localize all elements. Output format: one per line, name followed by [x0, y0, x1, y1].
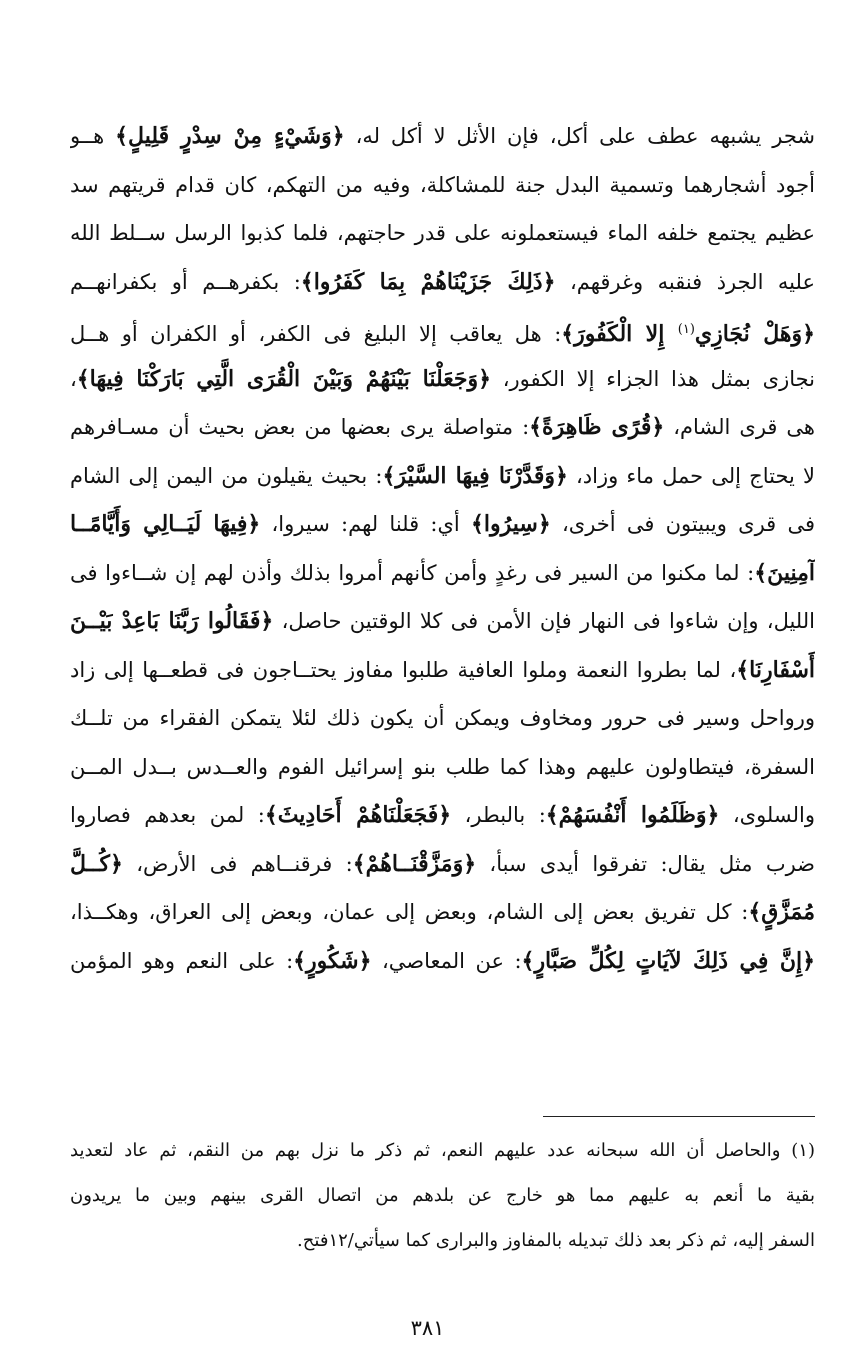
commentary-text: : هل يعاقب إلا البليغ فى الكفر، أو الكفران أو هــل: [70, 322, 562, 346]
quran-verse: أَسْفَارِنَا﴾: [736, 656, 815, 683]
page-number: ٣٨١: [410, 1316, 445, 1340]
quran-verse: مُمَزَّقٍ﴾: [748, 899, 815, 925]
text-line: [70, 791, 815, 840]
commentary-text: والسلوى،: [719, 803, 815, 827]
commentary-text: أي: قلنا لهم: سيروا،: [260, 512, 471, 536]
commentary-text: : بحيث يقيلون من اليمن إلى الشام: [70, 463, 383, 488]
quran-verse: ﴿وَشَيْءٍ مِنْ سِدْرٍ قَلِيلٍ﴾: [115, 123, 345, 149]
text-line: [70, 597, 815, 646]
text-line: [70, 840, 815, 889]
quran-verse: ﴿كُــلَّ: [70, 850, 123, 877]
text-line: [70, 161, 815, 210]
quran-verse: ﴿ذَلِكَ جَزَيْنَاهُمْ بِمَا كَفَرُوا﴾: [300, 268, 556, 295]
commentary-text: هى قرى الشام،: [664, 415, 815, 439]
quran-verse: آمِنِينَ﴾: [754, 559, 815, 586]
commentary-text: ،: [70, 366, 77, 391]
commentary-text: : على النعم وهو المؤمن: [70, 948, 294, 973]
text-line: [70, 258, 815, 307]
text-line: [70, 452, 815, 501]
quran-verse: ﴿وَظَلَمُوا أَنْفُسَهُمْ﴾: [545, 802, 720, 828]
commentary-text: : متواصلة يرى بعضها من بعض بحيث أن مسـافرهم: [70, 415, 530, 439]
quran-verse: إِلا الْكَفُورَ﴾: [561, 321, 678, 347]
commentary-text: الليل، وإن شاءوا فى النهار فإن الأمن فى كلا الوقتين حاصل،: [273, 609, 815, 633]
quran-verse: ﴿فَجَعَلْنَاهُمْ أَحَادِيثَ﴾: [264, 802, 452, 828]
text-line: [70, 694, 815, 743]
footnote-line: السفر إليه، ثم ذكر بعد ذلك تبديله بالمفاوز والبرارى كما سيأتي/١٢فتح.: [297, 1230, 815, 1251]
text-line: [70, 743, 815, 792]
commentary-text: عليه الجرذ فنقبه وغرقهم،: [555, 269, 815, 294]
main-text: [70, 112, 815, 985]
commentary-text: ورواحل وسير فى حرور ومخاوف ويمكن أن يكون ذلك لئلا يتمكن الفقراء من تلــك: [70, 706, 815, 730]
text-line: [70, 937, 815, 986]
footnote-line: بقية ما أنعم به عليهم مما هو خارج عن بلدهم من اتصال القرى بينهم وبين ما يريدون: [70, 1185, 815, 1206]
commentary-text: لا يحتاج إلى حمل ماء وزاد،: [567, 463, 815, 488]
quran-verse: ﴿وَمَزَّقْنَــاهُمْ﴾: [352, 850, 477, 877]
text-line: [70, 549, 815, 598]
text-line: [70, 403, 815, 452]
commentary-text: : بكفرهــم أو بكفرانهــم: [70, 269, 301, 294]
quran-verse: ﴿فَقَالُوا رَبَّنَا بَاعِدْ بَيْــنَ: [70, 608, 274, 634]
commentary-text: : كل تفريق بعض إلى الشام، وبعض إلى عمان، وبعض إلى العراق، وهكــذا،: [70, 900, 749, 924]
quran-verse: ﴿إِنَّ فِي ذَلِكَ لآيَاتٍ لِكُلِّ صَبَّارٍ﴾: [521, 947, 815, 974]
text-line: [70, 888, 815, 937]
quran-verse: ﴿قُرًى ظَاهِرَةً﴾: [529, 414, 665, 440]
text-line: [70, 355, 815, 404]
commentary-text: هــو: [70, 124, 116, 148]
quran-verse: ﴿وَهَلْ نُجَازِي: [694, 321, 815, 347]
commentary-text: : بالبطر،: [451, 803, 546, 827]
commentary-text: ضرب مثل يقال: تفرقوا أيدى سبأ،: [476, 851, 815, 876]
commentary-text: : عن المعاصي،: [371, 948, 522, 973]
commentary-text: ، لما بطروا النعمة وملوا العافية طلبوا مفاوز يحتــاجون فى قطعــها إلى زاد: [70, 657, 737, 682]
commentary-text: نجازى بمثل هذا الجزاء إلا الكفور،: [490, 366, 815, 391]
text-line: [70, 646, 815, 695]
footnote: [70, 1128, 815, 1263]
quran-verse: ﴿شَكُورٍ﴾: [293, 947, 372, 974]
commentary-text: أجود أشجارهما وتسمية البدل جنة للمشاكلة، وفيه من التهكم، كان قدام قريتهم سد: [70, 172, 815, 197]
text-line: [70, 306, 815, 355]
commentary-text: : لما مكنوا من السير فى رغدٍ وأمن كأنهم أمروا بذلك وأذن لهم إن شــاءوا فى: [70, 560, 755, 585]
text-line: [70, 500, 815, 549]
commentary-text: : فرقنــاهم فى الأرض،: [122, 851, 353, 876]
text-line: [70, 209, 815, 258]
quran-verse: ﴿سِيرُوا﴾: [471, 511, 551, 537]
footnote-marker: (١): [677, 322, 695, 337]
footnote-divider: [543, 1116, 815, 1117]
commentary-text: : لمن بعدهم فصاروا: [70, 803, 265, 827]
quran-verse: ﴿وَقَدَّرْنَا فِيهَا السَّيْرَ﴾: [382, 462, 568, 489]
commentary-text: شجر يشبهه عطف على أكل، فإن الأثل لا أكل له،: [344, 124, 815, 148]
commentary-text: السفرة، فيتطاولون عليهم وهذا كما طلب بنو إسرائيل الفوم والعــدس بــدل المــن: [70, 754, 815, 779]
commentary-text: فى قرى ويبيتون فى أخرى،: [550, 512, 815, 536]
quran-verse: ﴿فِيهَا لَيَــالِي وَأَيَّامًــا: [70, 511, 261, 537]
footnote-line: (١) والحاصل أن الله سبحانه عدد عليهم النعم، ثم ذكر ما نزل بهم من النقم، ثم عاد لتعديد: [70, 1140, 815, 1161]
commentary-text: عظيم يجتمع خلفه الماء فيستعملونه على قدر حاجتهم، فلما كذبوا الرسل ســلط الله: [70, 221, 815, 245]
text-line: [70, 112, 815, 161]
quran-verse: ﴿وَجَعَلْنَا بَيْنَهُمْ وَبَيْنَ الْقُرَى الَّتِي بَارَكْنَا فِيهَا﴾: [76, 365, 491, 392]
